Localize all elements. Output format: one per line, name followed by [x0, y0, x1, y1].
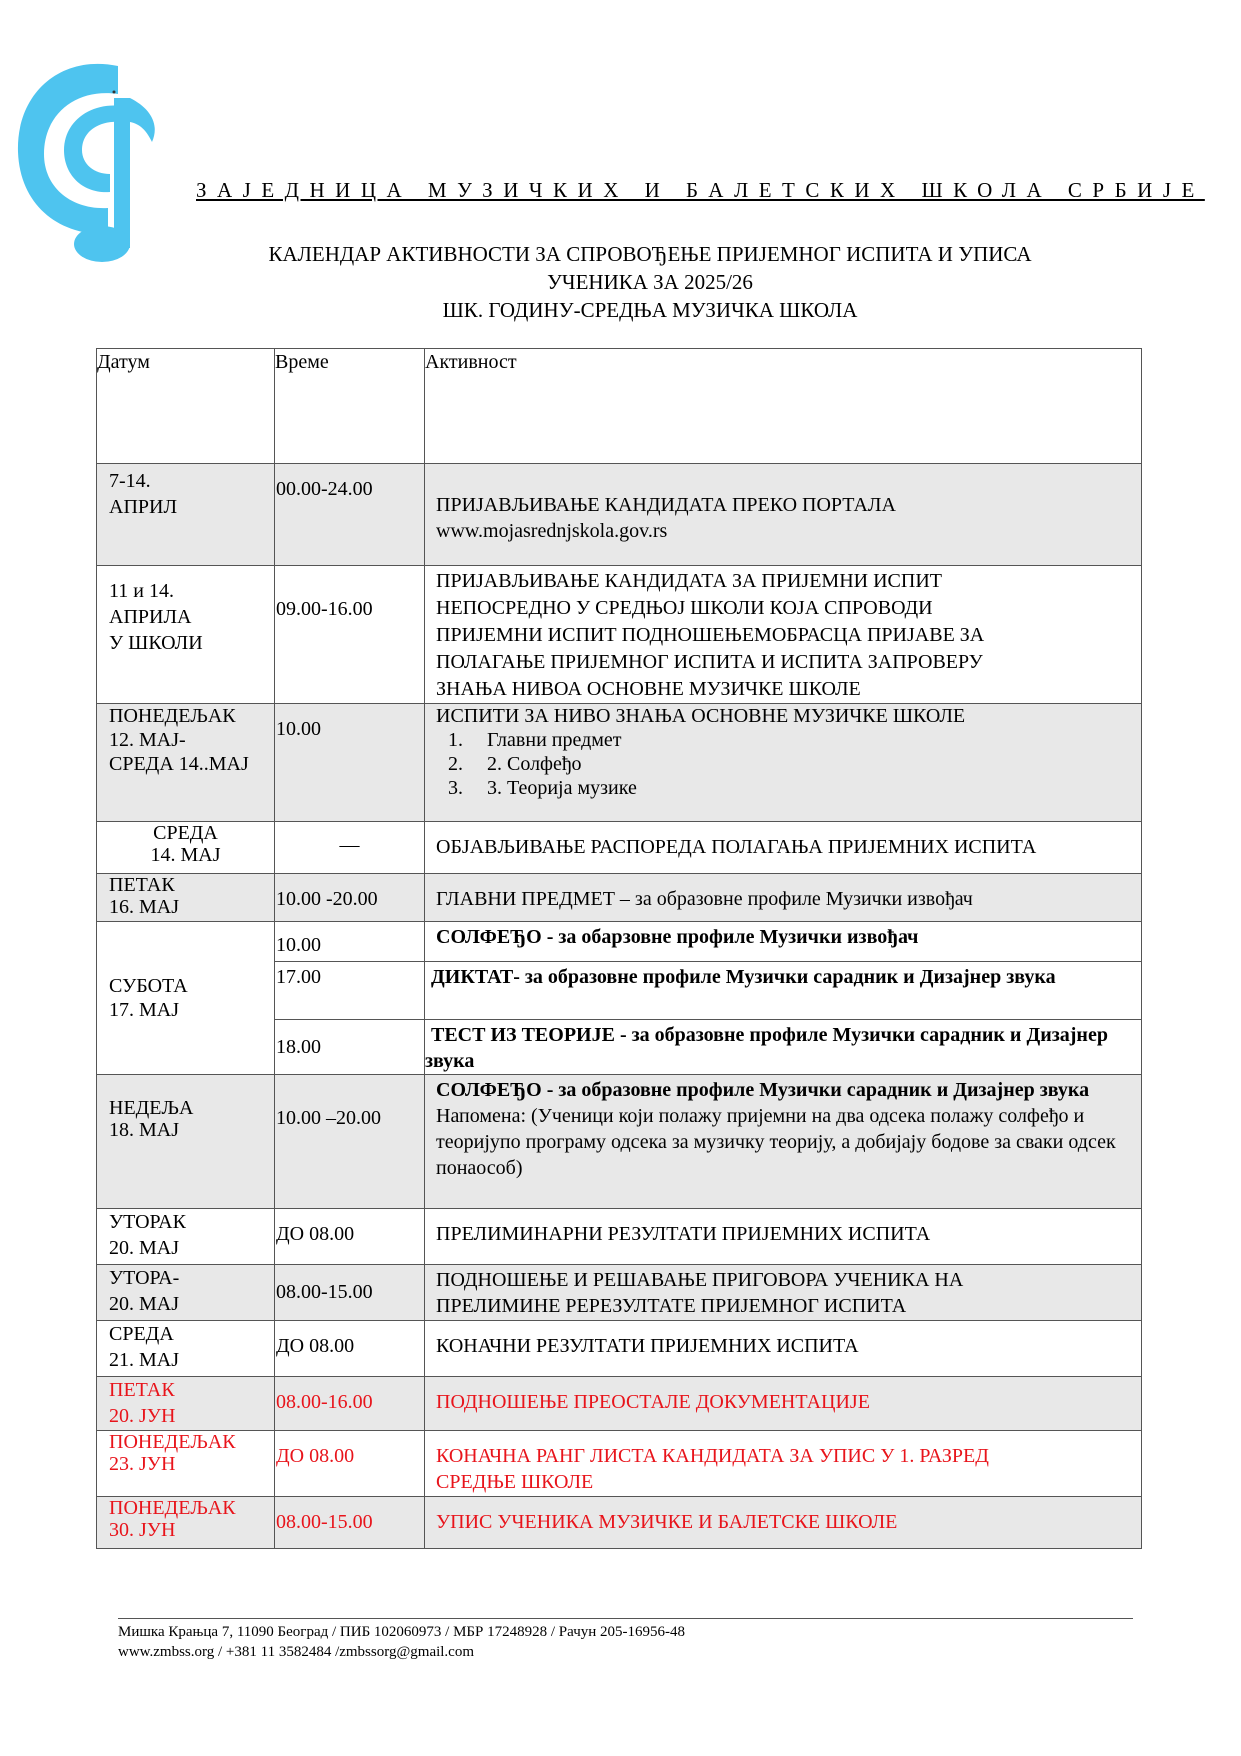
- footer-divider: [118, 1618, 1133, 1619]
- activity-cell: УПИС УЧЕНИКА МУЗИЧКЕ И БАЛЕТСКЕ ШКОЛЕ: [425, 1497, 1142, 1549]
- portal-link[interactable]: www.mojasrednjskola.gov.rs: [436, 520, 668, 542]
- organization-logo: [10, 58, 170, 266]
- table-row: [97, 464, 1142, 566]
- time-cell: 09.00-16.00: [275, 566, 425, 704]
- activity-cell: СОЛФЕЂО - за обарзовне профиле Музички извођач: [425, 922, 1142, 962]
- date-cell: НЕДЕЉА 18. МАЈ: [97, 1075, 275, 1209]
- column-header-activity: Активност: [425, 349, 1142, 464]
- date-cell: ПЕТАК 16. МАЈ: [97, 874, 275, 922]
- time-cell: 08.00-15.00: [275, 1265, 425, 1321]
- date-cell: ПОНЕДЕЉАК 30. ЈУН: [97, 1497, 275, 1549]
- date-cell: 11 и 14. АПРИЛА У ШКОЛИ: [97, 566, 275, 704]
- date-cell: СРЕДА 21. МАЈ: [97, 1321, 275, 1377]
- title-line: КАЛЕНДАР АКТИВНОСТИ ЗА СПРОВОЂЕЊЕ ПРИЈЕМНОГ ИСПИТА И УПИСА: [268, 242, 1032, 266]
- activity-cell: КОНАЧНА РАНГ ЛИСТА КАНДИДАТА ЗА УПИС У 1. РАЗРЕД СРЕДЊЕ ШКОЛЕ: [425, 1431, 1142, 1497]
- activity-cell: ИСПИТИ ЗА НИВО ЗНАЊА ОСНОВНЕ МУЗИЧКЕ ШКОЛЕ 1. Главни предмет 2. 2. Солфеђо 3. 3. Теорија музике: [425, 704, 1142, 822]
- table-row: [97, 1377, 1142, 1431]
- column-header-date: Датум: [97, 349, 275, 464]
- activity-cell: ДИКТАТ- за образовне профиле Музички сарадник и Дизајнер звука: [425, 962, 1142, 1020]
- activity-cell: ТЕСТ ИЗ ТЕОРИЈЕ - за образовне профиле Музички сарадник и Дизајнер звука: [425, 1020, 1142, 1075]
- activity-cell: ПРИЈАВЉИВАЊЕ КАНДИДАТА ЗА ПРИЈЕМНИ ИСПИТ НЕПОСРЕДНО У СРЕДЊОЈ ШКОЛИ КОЈА СПРОВОДИ ПРИЈЕМНИ ИСПИТ ПОДНОШЕЊЕМОБРАСЦА ПРИЈАВЕ ЗА ПОЛАГАЊЕ ПРИЈЕМНОГ ИСПИТА И ИСПИТА ЗАПРОВЕРУ ЗНАЊА НИВОА ОСНОВНЕ МУЗИЧКЕ ШКОЛЕ: [425, 566, 1142, 704]
- activity-cell: ПОДНОШЕЊЕ ПРЕОСТАЛЕ ДОКУМЕНТАЦИЈЕ: [425, 1377, 1142, 1431]
- time-cell: ДО 08.00: [275, 1321, 425, 1377]
- date-cell: 7-14. АПРИЛ: [97, 464, 275, 566]
- table-row: [97, 1075, 1142, 1209]
- title-line: УЧЕНИКА ЗА 2025/26: [547, 270, 753, 294]
- note-text: Напомена: (Ученици који полажу пријемни на два одсека полажу солфеђо и теоријупо програму одсека за музичку теорију, а добијају бодове за сваки одсек понаособ): [436, 1105, 1116, 1179]
- table-row: [97, 822, 1142, 874]
- footer-address: Мишка Крањца 7, 11090 Београд / ПИБ 102060973 / МБР 17248928 / Рачун 205-16956-48: [118, 1624, 686, 1640]
- time-cell: 08.00-15.00: [275, 1497, 425, 1549]
- organization-name: ЗАЈЕДНИЦА МУЗИЧКИХ И БАЛЕТСКИХ ШКОЛА СРБИЈЕ: [196, 178, 1205, 202]
- table-row: [97, 874, 1142, 922]
- activity-cell: ГЛАВНИ ПРЕДМЕТ – за образовне профиле Музички извођач: [425, 874, 1142, 922]
- time-cell: 10.00: [275, 922, 425, 962]
- time-cell: 17.00: [275, 962, 425, 1020]
- time-cell: ДО 08.00: [275, 1209, 425, 1265]
- column-header-time: Време: [275, 349, 425, 464]
- time-cell: —: [275, 822, 425, 874]
- activity-cell: ПРЕЛИМИНАРНИ РЕЗУЛТАТИ ПРИЈЕМНИХ ИСПИТА: [425, 1209, 1142, 1265]
- date-cell: СУБОТА 17. МАЈ: [97, 922, 275, 1075]
- activity-cell: СОЛФЕЂО - за образовне профиле Музички сарадник и Дизајнер звука Напомена: (Ученици који полажу пријемни на два одсека полажу солфеђо и теоријупо програму одсека за музичку теорију, а добијају бодове за сваки одсек понаособ): [425, 1075, 1142, 1209]
- activities-calendar-table: [96, 348, 1142, 1549]
- table-row: [97, 922, 1142, 962]
- activity-cell: ПРИЈАВЉИВАЊЕ КАНДИДАТА ПРЕКО ПОРТАЛА www.mojasrednjskola.gov.rs: [425, 464, 1142, 566]
- table-header-row: [97, 349, 1142, 464]
- date-cell: ПЕТАК 20. ЈУН: [97, 1377, 275, 1431]
- document-title: [150, 240, 1150, 324]
- date-cell: УТОРАК 20. МАЈ: [97, 1209, 275, 1265]
- activity-cell: ОБЈАВЉИВАЊЕ РАСПОРЕДА ПОЛАГАЊА ПРИЈЕМНИХ ИСПИТА: [425, 822, 1142, 874]
- table-row: [97, 1265, 1142, 1321]
- table-row: [97, 1497, 1142, 1549]
- footer: [118, 1622, 685, 1662]
- date-cell: ПОНЕДЕЉАК 12. МАЈ- СРЕДА 14..МАЈ: [97, 704, 275, 822]
- time-cell: 08.00-16.00: [275, 1377, 425, 1431]
- table-row: [97, 1431, 1142, 1497]
- footer-contact[interactable]: www.zmbss.org / +381 11 3582484 /zmbssorg@gmail.com: [118, 1644, 475, 1660]
- activity-cell: ПОДНОШЕЊЕ И РЕШАВАЊЕ ПРИГОВОРА УЧЕНИКА НА ПРЕЛИМИНЕ РЕРЕЗУЛТАТЕ ПРИЈЕМНОГ ИСПИТА: [425, 1265, 1142, 1321]
- table-row: [97, 566, 1142, 704]
- time-cell: ДО 08.00: [275, 1431, 425, 1497]
- date-cell: УТОРА- 20. МАЈ: [97, 1265, 275, 1321]
- time-cell: 18.00: [275, 1020, 425, 1075]
- activity-cell: КОНАЧНИ РЕЗУЛТАТИ ПРИЈЕМНИХ ИСПИТА: [425, 1321, 1142, 1377]
- time-cell: 10.00: [275, 704, 425, 822]
- list-item: 2. 2. Солфеђо: [448, 753, 582, 775]
- table-row: [97, 1209, 1142, 1265]
- list-item: 1. Главни предмет: [448, 729, 622, 751]
- list-item: 3. 3. Теорија музике: [448, 777, 637, 799]
- exam-subject-list: [436, 728, 1141, 800]
- date-cell: СРЕДА 14. МАЈ: [97, 822, 275, 874]
- time-cell: 10.00 –20.00: [275, 1075, 425, 1209]
- title-line: ШК. ГОДИНУ-СРЕДЊА МУЗИЧКА ШКОЛА: [442, 298, 858, 322]
- date-cell: ПОНЕДЕЉАК 23. ЈУН: [97, 1431, 275, 1497]
- table-row: [97, 1321, 1142, 1377]
- table-row: [97, 704, 1142, 822]
- time-cell: 10.00 -20.00: [275, 874, 425, 922]
- time-cell: 00.00-24.00: [275, 464, 425, 566]
